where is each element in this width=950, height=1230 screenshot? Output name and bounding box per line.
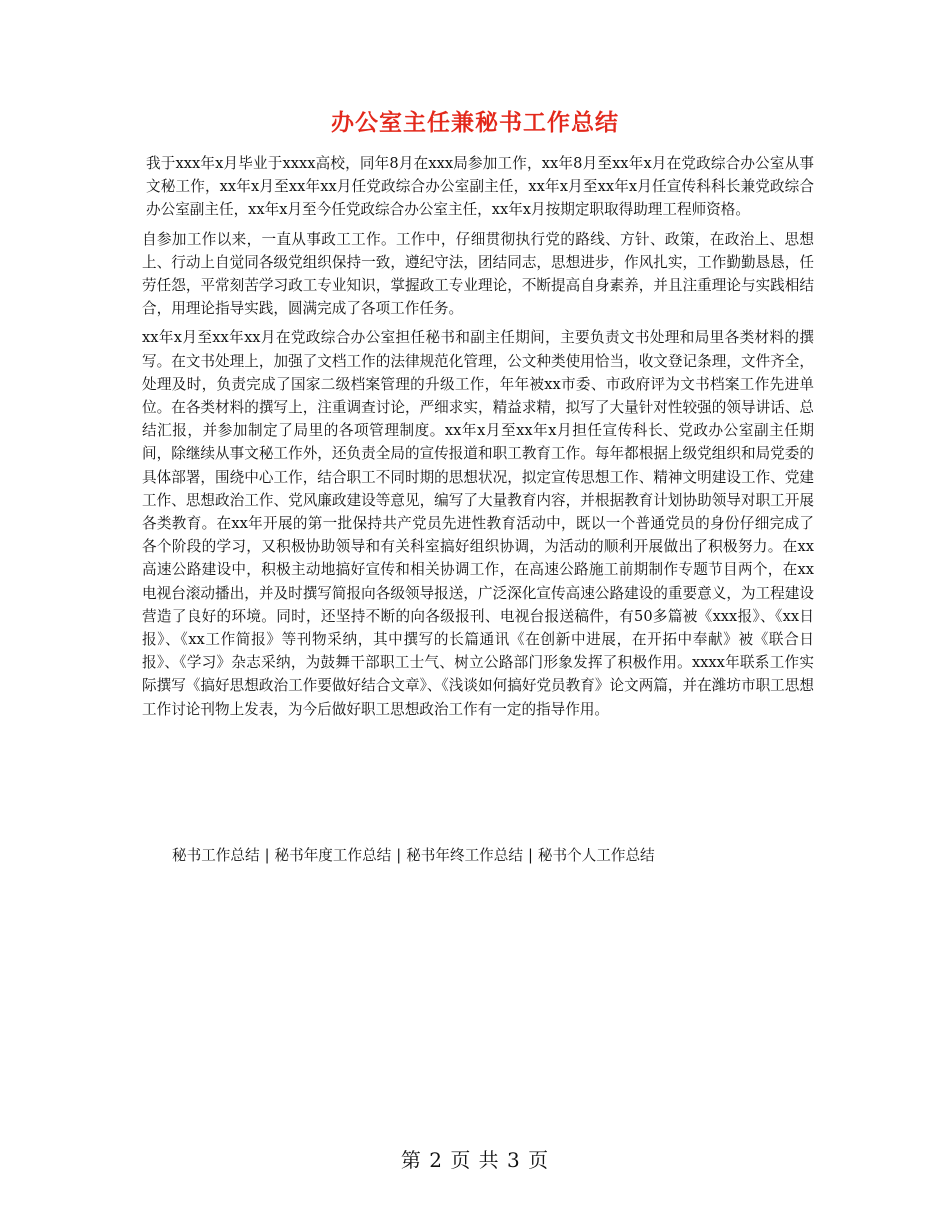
paragraph-work-achievements: xx年x月至xx年xx月在党政综合办公室担任秘书和副主任期间，主要负责文书处理和局里各类材料的撰写。在文书处理上，加强了文档工作的法律规范化管理，公文种类使用恰当，收文登记条理，文件齐全，处理及时，负责完成了国家二级档案管理的升级工作，年年被xx市委、市政府评为文书档案工作先进单位。在各类材料的撰写上，注重调查讨论，严细求实，精益求精，拟写了大量针对性较强的领导讲话、总结汇报，并参加制定了局里的各项管理制度。xx年x月至xx年x月担任宣传科长、党政办公室副主任期间，除继续从事文秘工作外，还负责全局的宣传报道和职工教育工作。每年都根据上级党组织和局党委的具体部署，围绕中心工作，结合职工不同时期的思想状况，拟定宣传思想工作、精神文明建设工作、党建工作、思想政治工作、党风廉政建设等意见，编写了大量教育内容，并根据教育计划协助领导对职工开展各类教育。在xx年开展的第一批保持共产党员先进性教育活动中，既以一个普通党员的身份仔细完成了各个阶段的学习，又积极协助领导和有关科室搞好组织协调，为活动的顺利开展做出了积极努力。在xx高速公路建设中，积极主动地搞好宣传和相关协调工作，在高速公路施工前期制作专题节目两个，在xx电视台滚动播出，并及时撰写简报向各级领导报送，广泛深化宣传高速公路建设的重要意义，为工程建设营造了良好的环境。同时，还坚持不断的向各级报刊、电视台报送稿件，有50多篇被《xxx报》、《xx日报》、《xx工作简报》等刊物采纳，其中撰写的长篇通讯《在创新中进展，在开拓中奉献》被《联合日报》、《学习》杂志采纳，为鼓舞干部职工士气、树立公路部门形象发挥了积极作用。xxxx年联系工作实际撰写《搞好思想政治工作要做好结合文章》、《浅谈如何搞好党员教育》论文两篇，并在潍坊市职工思想工作讨论刊物上发表，为今后做好职工思想政治工作有一定的指导作用。	[142, 329, 814, 718]
paragraph-education-career: 我于xxx年x月毕业于xxxx高校，同年8月在xxx局参加工作，xx年8月至xx年x月在党政综合办公室从事文秘工作，xx年x月至xx年xx月任党政综合办公室副主任，xx年x月至xx年x月任宣传科科长兼党政综合办公室副主任，xx年x月至今任党政综合办公室主任，xx年x月按期定职取得助理工程师资格。	[146, 155, 814, 219]
related-link-annual-summary[interactable]: 秘书年度工作总结	[274, 847, 392, 864]
related-links	[172, 844, 655, 865]
paragraph-work-attitude: 自参加工作以来，一直从事政工工作。工作中，仔细贯彻执行党的路线、方针、政策，在政治上、思想上、行动上自觉同各级党组织保持一致，遵纪守法，团结同志，思想进步，作风扎实，工作勤勤恳恳，任劳任怨，平常刻苦学习政工专业知识，掌握政工专业理论，不断提高自身素养，并且注重理论与实践相结合，用理论指导实践，圆满完成了各项工作任务。	[142, 230, 814, 318]
related-link-secretary-summary[interactable]: 秘书工作总结	[172, 847, 260, 864]
document-title: 办公室主任兼秘书工作总结	[331, 110, 619, 136]
related-link-personal-summary[interactable]: 秘书个人工作总结	[537, 847, 655, 864]
related-link-year-end-summary[interactable]: 秘书年终工作总结	[406, 847, 523, 864]
link-separator: |	[264, 847, 270, 864]
link-separator: |	[527, 847, 533, 864]
document-body	[142, 152, 814, 721]
link-separator: |	[396, 847, 402, 864]
page-number-footer: 第 2 页 共 3 页	[400, 1148, 550, 1172]
